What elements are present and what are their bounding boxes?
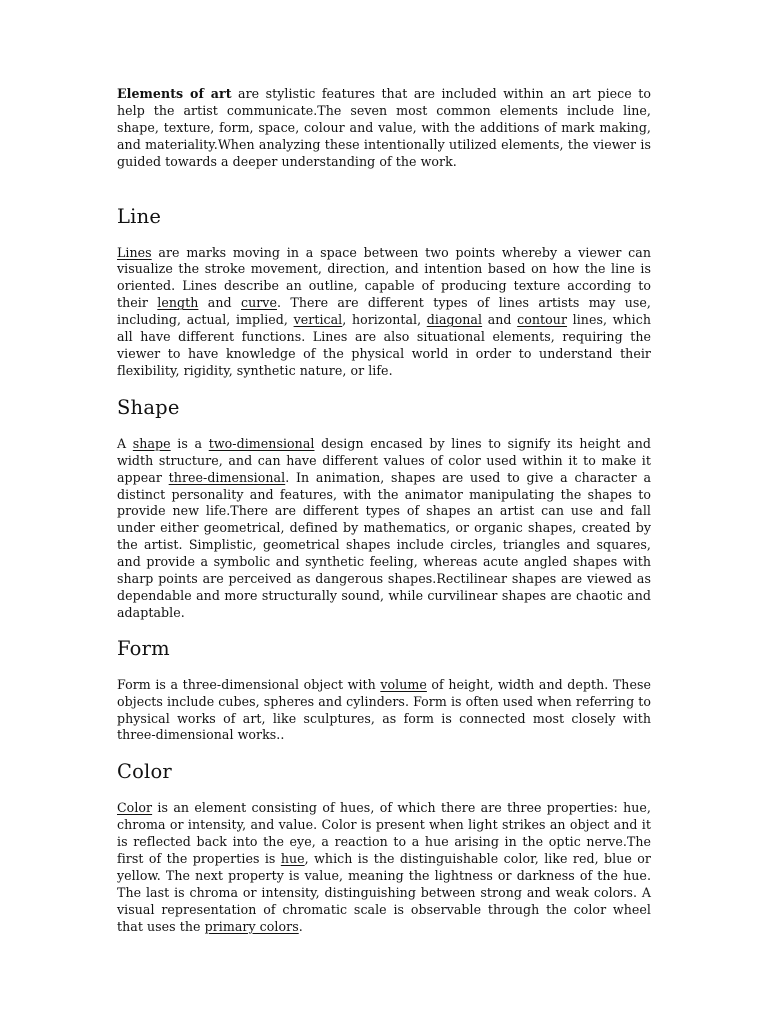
form-text-0: Form is a three-dimensional object with <box>117 676 381 692</box>
section-heading-shape: Shape <box>117 395 180 419</box>
line-text-5: . There are different types of lines artists may use, including, actual, implied, <box>117 295 651 328</box>
shape-text-0: A <box>117 435 133 451</box>
link-volume[interactable]: volume <box>380 676 427 692</box>
shape-paragraph <box>117 436 651 622</box>
form-paragraph <box>117 677 651 745</box>
line-text-3: and <box>198 295 241 311</box>
color-text-1: is an element consisting of hues, of which there are three properties: hue, chroma or intensity, and value. Color is present when light strikes an object and it is reflected back into the eye, a reaction to a hue arising in the optic nerve.The first of the properties is <box>117 800 651 867</box>
line-text-1: are marks moving in a space between two points whereby a viewer can visualize the stroke movement, direction, and intention based on how the line is oriented. Lines describe an outline, capable of producing texture according to their <box>117 244 651 311</box>
link-contour[interactable]: contour <box>517 312 568 328</box>
color-text-5: . <box>298 918 303 934</box>
line-text-9: and <box>482 312 518 328</box>
link-lines[interactable]: Lines <box>117 244 152 260</box>
link-hue[interactable]: hue <box>280 851 305 867</box>
link-two-dimensional[interactable]: two-dimensional <box>208 435 315 451</box>
intro-bold-term: Elements of art <box>117 86 232 101</box>
line-text-11: lines, which all have different functions. Lines are also situational elements, requiring the viewer to have knowledge of the physical world in order to understand their flexibility, rigidity, synthetic nature, or life. <box>117 312 651 378</box>
link-diagonal[interactable]: diagonal <box>426 312 483 328</box>
link-color[interactable]: Color <box>117 800 153 816</box>
line-text-7: , horizontal, <box>342 312 427 328</box>
link-curve[interactable]: curve <box>240 295 277 311</box>
section-heading-form: Form <box>117 636 170 660</box>
intro-paragraph <box>117 86 651 171</box>
link-three-dimensional[interactable]: three-dimensional <box>168 469 286 485</box>
form-text-2: of height, width and depth. These objects include cubes, spheres and cylinders. Form is often used when referring to physical works of art, like sculptures, as form is connected most closely with three-dimensional works.. <box>117 676 651 743</box>
section-heading-color: Color <box>117 760 172 784</box>
section-heading-line: Line <box>117 204 162 228</box>
link-shape[interactable]: shape <box>132 435 171 451</box>
shape-text-2: is a <box>170 435 209 451</box>
intro-text: are stylistic features that are included within an art piece to help the artist communicate.The seven most common elements include line, shape, texture, form, space, colour and value, with the additions of mark making, and materiality.When analyzing these intentionally utilized elements, the viewer is guided towards a deeper understanding of the work. <box>117 86 651 169</box>
color-paragraph <box>117 800 651 935</box>
color-text-3: , which is the distinguishable color, like red, blue or yellow. The next property is value, meaning the lightness or darkness of the hue. The last is chroma or intensity, distinguishing between strong and weak colors. A visual representation of chromatic scale is observable through the color wheel that uses the <box>117 851 651 934</box>
shape-text-4: design encased by lines to signify its height and width structure, and can have different values of color used within it to make it appear <box>117 435 651 485</box>
line-paragraph <box>117 245 651 380</box>
document-page <box>117 86 651 936</box>
shape-text-6: . In animation, shapes are used to give a character a distinct personality and features, with the animator manipulating the shapes to provide new life.There are different types of shapes an artist can use and fall under either geometrical, defined by mathematics, or organic shapes, created by the artist. Simplistic, geometrical shapes include circles, triangles and squares, and provide a symbolic and synthetic feeling, whereas acute angled shapes with sharp points are perceived as dangerous shapes.Rectilinear shapes are viewed as dependable and more structurally sound, while curvilinear shapes are chaotic and adaptable. <box>117 469 652 620</box>
link-vertical[interactable]: vertical <box>293 312 343 328</box>
link-length[interactable]: length <box>157 295 199 311</box>
link-primary-colors[interactable]: primary colors <box>204 918 299 934</box>
